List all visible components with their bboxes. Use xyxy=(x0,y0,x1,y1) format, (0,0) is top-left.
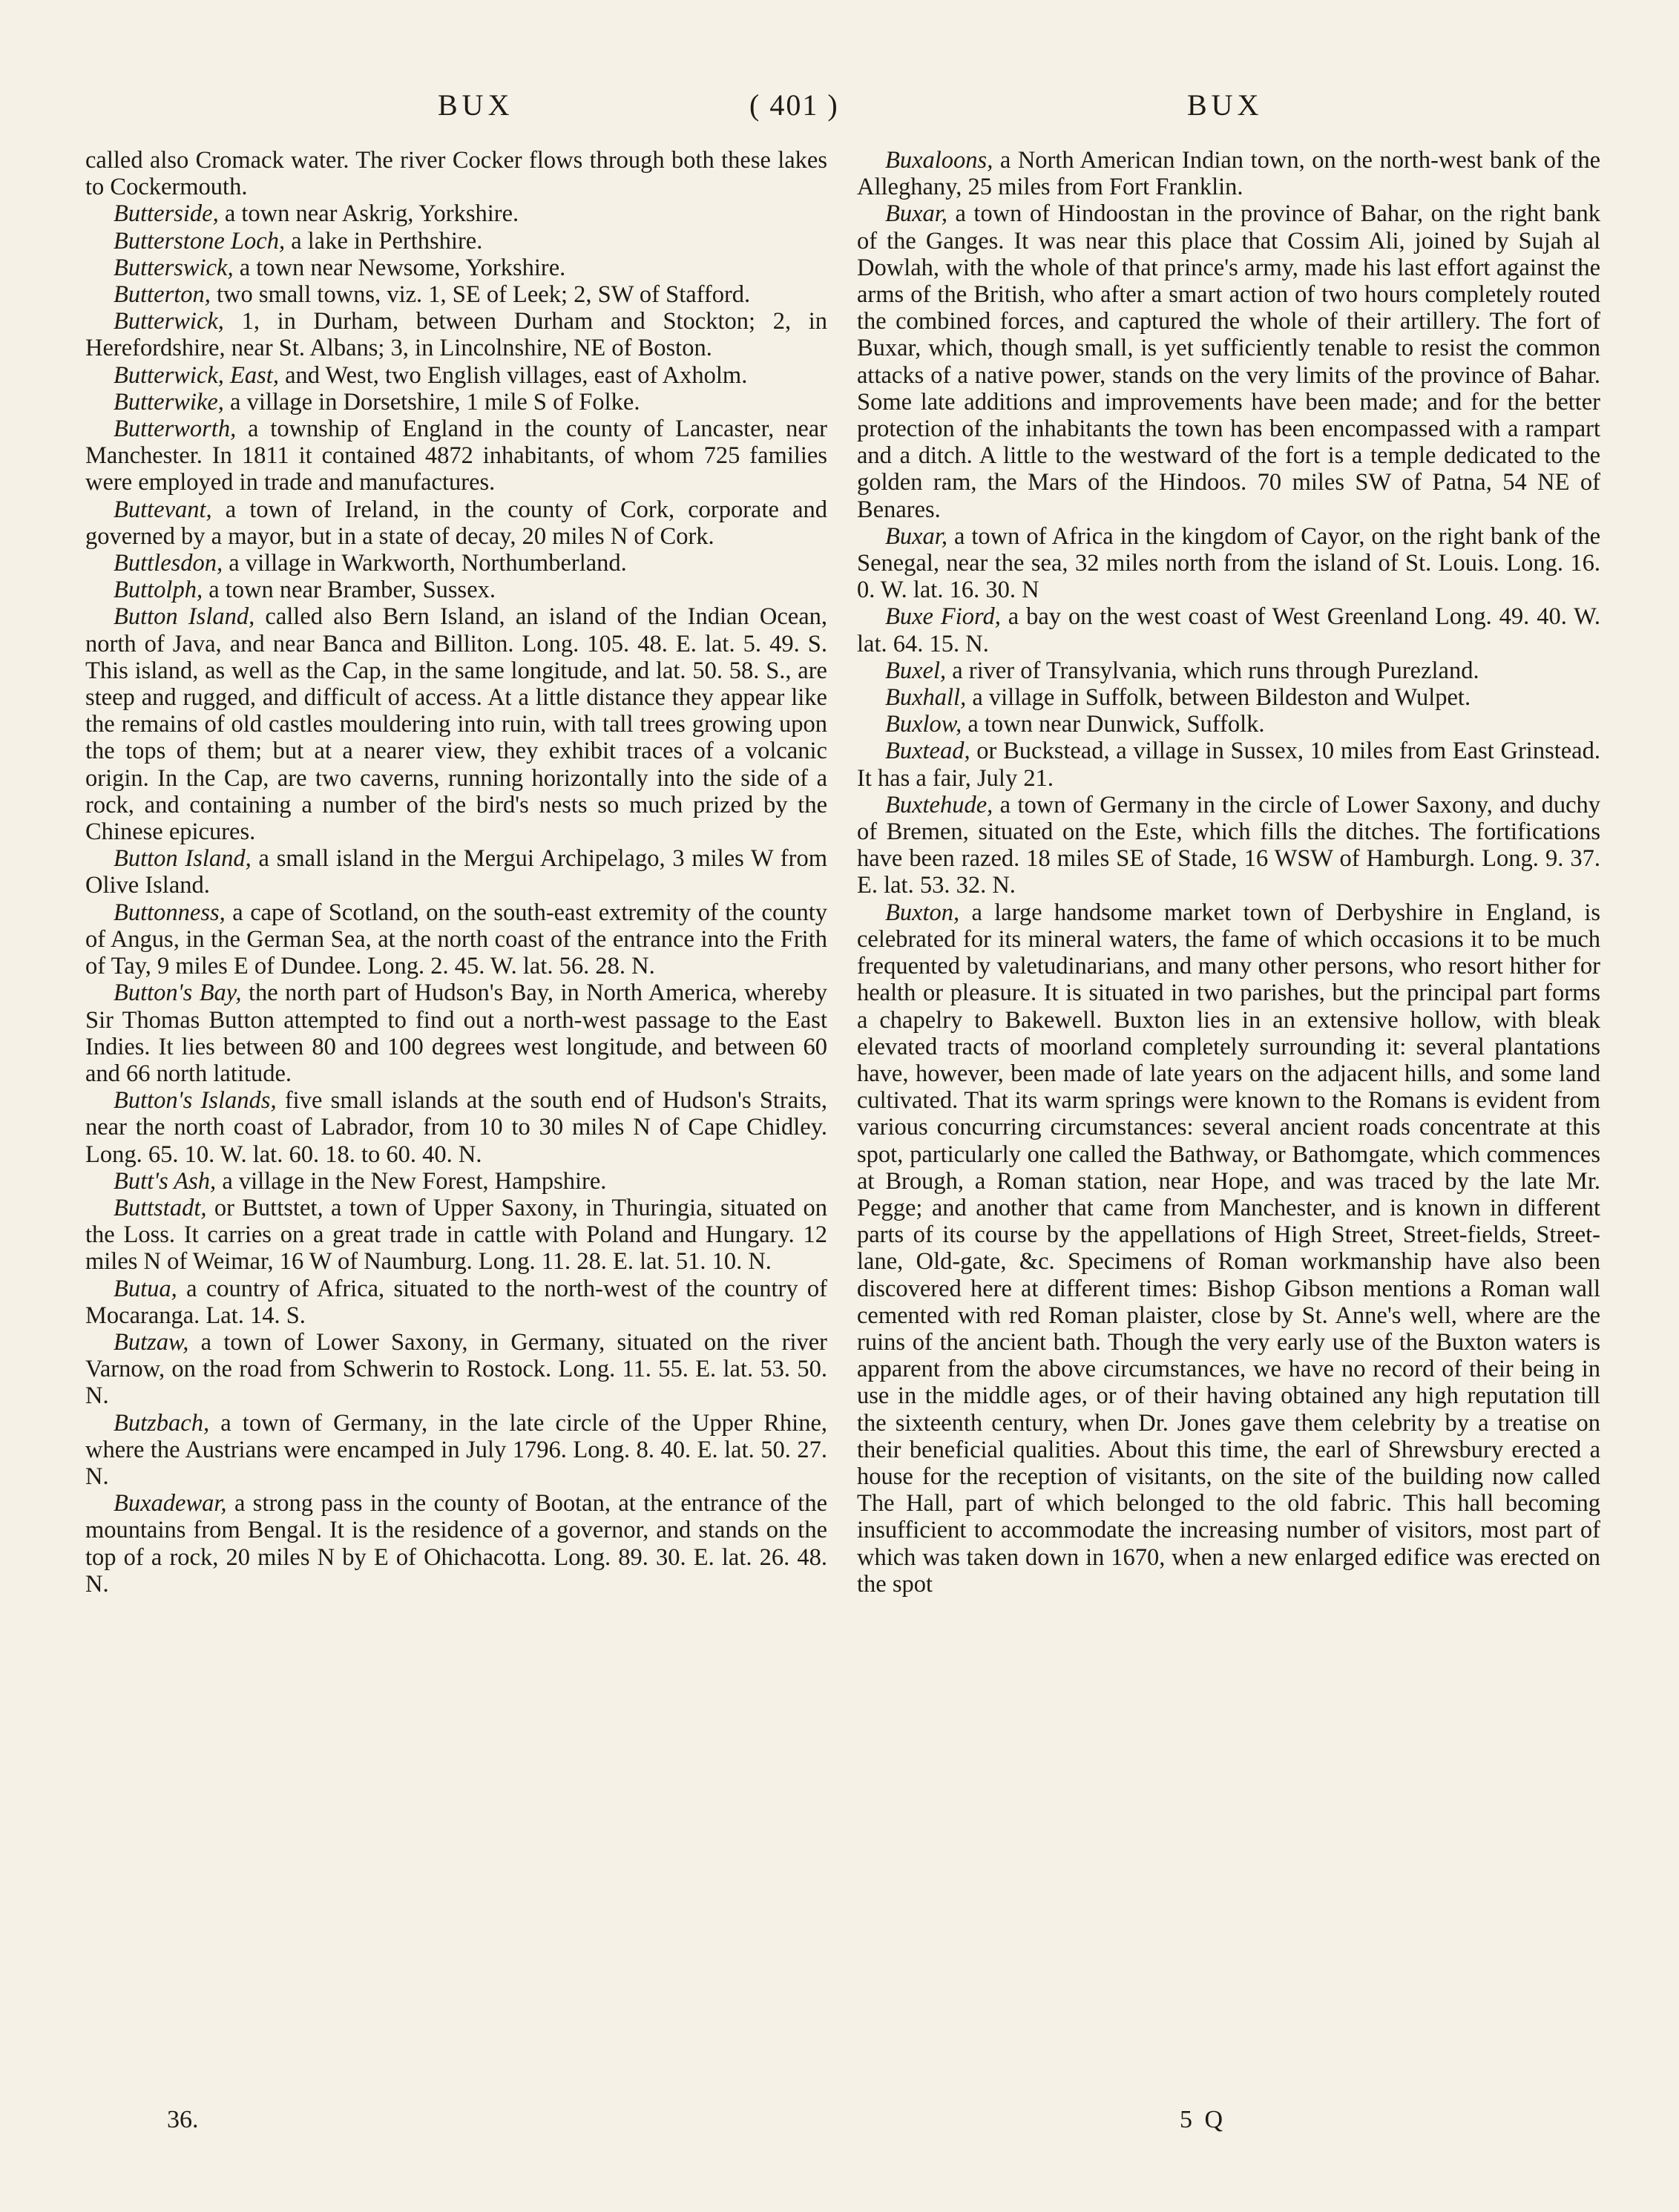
entry-headword: Buxton, xyxy=(885,899,960,926)
entry-text: and West, two English villages, east of Axholm. xyxy=(278,361,748,389)
entry-text: a village in Dorsetshire, 1 mile S of Folke. xyxy=(223,388,640,416)
entry-headword: Butterswick, xyxy=(114,254,234,281)
entry-text: a town near Newsome, Yorkshire. xyxy=(233,254,566,281)
entry-text: a town near Dunwick, Suffolk. xyxy=(962,711,1265,738)
entry-headword: Buttonness, xyxy=(114,899,226,926)
entry-headword: Butt's Ash, xyxy=(114,1167,217,1195)
entry-text: called also Cromack water. The river Cocker flows through both these lakes to Cockermouth. xyxy=(85,147,827,201)
entry-text: or Buckstead, a village in Sussex, 10 miles from East Grinstead. It has a fair, July 21. xyxy=(857,738,1600,792)
gazetteer-entry xyxy=(85,1087,827,1168)
entry-headword: Button Island, xyxy=(114,845,252,873)
entry-headword: Buxar, xyxy=(885,200,947,228)
entry-text: a town of Germany, in the late circle of the Upper Rhine, where the Austrians were encamped in July 1796. Long. 8. 40. E. lat. 50. 27. N. xyxy=(85,1409,827,1490)
gazetteer-entry xyxy=(85,1329,827,1410)
gazetteer-entry xyxy=(857,899,1600,1598)
entry-headword: Butterstone Loch, xyxy=(114,227,286,255)
gazetteer-entry xyxy=(85,147,827,200)
gazetteer-entry xyxy=(857,603,1600,657)
left-column xyxy=(85,147,827,1598)
entry-headword: Buttstadt, xyxy=(114,1194,207,1221)
gazetteer-entry xyxy=(857,711,1600,738)
gazetteer-entry xyxy=(857,147,1600,200)
running-head xyxy=(0,88,1679,132)
gazetteer-entry xyxy=(857,200,1600,522)
gazetteer-entry xyxy=(85,389,827,416)
entry-headword: Buxtehude, xyxy=(885,791,993,818)
entry-text: the north part of Hudson's Bay, in North America, whereby Sir Thomas Button attempted to find out a north-west passage to the East Indies. It lies between 80 and 100 degrees west longitude, and between 60 and 66 north latitude. xyxy=(85,979,827,1087)
gazetteer-entry xyxy=(85,308,827,361)
entry-text: a town of Germany in the circle of Lower Saxony, and duchy of Bremen, situated on the Este, which fills the ditches. The fortifications have been razed. 18 miles SE of Stade, 16 WSW of Hamburgh. Long. 9. 37. E. lat. 53. 32. N. xyxy=(857,791,1600,899)
entry-text: a river of Transylvania, which runs through Purezland. xyxy=(946,657,1479,684)
entry-headword: Buxadewar, xyxy=(114,1490,227,1517)
entry-text: called also Bern Island, an island of the Indian Ocean, north of Java, and near Banca and Billiton. Long. 105. 48. E. lat. 5. 49. S. This island, as well as the Cap, in the same longitude, and lat. 50. 58. S., are steep and rugged, and difficult of access. At a little distance they appear like the remains of old castles mouldering into ruin, with tall trees growing upon the tops of them; but at a nearer view, they exhibit traces of a volcanic origin. In the Cap, are two caverns, running horizontally into the side of a rock, and containing a number of the bird's nests so much prized by the Chinese epicures. xyxy=(85,603,827,846)
gazetteer-entry xyxy=(857,684,1600,711)
gazetteer-entry xyxy=(85,603,827,845)
entry-text: a town of Lower Saxony, in Germany, situated on the river Varnow, on the road from Schwerin to Rostock. Long. 11. 55. E. lat. 53. 50. N. xyxy=(85,1328,827,1410)
entry-headword: Buxar, xyxy=(885,522,947,550)
entry-text: two small towns, viz. 1, SE of Leek; 2, SW of Stafford. xyxy=(210,281,751,309)
entry-headword: Buttlesdon, xyxy=(114,550,223,577)
entry-headword: Butterton, xyxy=(114,281,211,309)
entry-text: a village in the New Forest, Hampshire. xyxy=(216,1167,607,1195)
entry-headword: Buxlow, xyxy=(885,711,962,738)
gazetteer-entry xyxy=(85,1168,827,1195)
entry-headword: Butzaw, xyxy=(114,1328,189,1356)
entry-headword: Buxe Fiord, xyxy=(885,603,1001,631)
entry-headword: Butua, xyxy=(114,1275,177,1302)
entry-headword: Butzbach, xyxy=(114,1409,210,1437)
gazetteer-entry xyxy=(85,1410,827,1491)
entry-headword: Buttolph, xyxy=(114,577,203,604)
entry-text: a lake in Perthshire. xyxy=(285,227,483,255)
entry-text: a town of Africa in the kingdom of Cayor, on the right bank of the Senegal, near the sea, 32 miles north from the island of St. Louis. Long. 16. 0. W. lat. 16. 30. N xyxy=(857,522,1600,604)
gazetteer-entry xyxy=(85,1276,827,1329)
gazetteer-entry xyxy=(85,416,827,496)
entry-text: a town of Ireland, in the county of Cork, corporate and governed by a mayor, but in a state of decay, 20 miles N of Cork. xyxy=(85,496,827,550)
entry-text: a village in Warkworth, Northumberland. xyxy=(223,550,627,577)
gazetteer-entry xyxy=(85,281,827,308)
gazetteer-entry xyxy=(85,362,827,389)
entry-headword: Butterside, xyxy=(114,200,219,228)
gazetteer-entry xyxy=(85,255,827,281)
entry-text: five small islands at the south end of Hudson's Straits, near the north coast of Labrador, from 10 to 30 miles N of Cape Chidley. Long. 65. 10. W. lat. 60. 18. to 60. 40. N. xyxy=(85,1087,827,1168)
entry-text: a bay on the west coast of West Greenland Long. 49. 40. W. lat. 64. 15. N. xyxy=(857,603,1600,657)
entry-headword: Butterwick, xyxy=(114,308,224,335)
entry-headword: Buxhall, xyxy=(885,684,967,712)
entry-text: a town near Askrig, Yorkshire. xyxy=(218,200,519,228)
gazetteer-entry xyxy=(85,1195,827,1276)
page-number: ( 401 ) xyxy=(749,88,839,122)
gazetteer-entry xyxy=(857,738,1600,791)
entry-text: a cape of Scotland, on the south-east extremity of the county of Angus, in the German Sea, at the north coast of the entrance into the Frith of Tay, 9 miles E of Dundee. Long. 2. 45. W. lat. 56. 28. N. xyxy=(85,899,827,980)
gazetteer-entry xyxy=(85,577,827,603)
gazetteer-entry xyxy=(85,1490,827,1598)
entry-headword: Button's Bay, xyxy=(114,979,242,1007)
sheet-mark: 5 Q xyxy=(1180,2106,1226,2133)
gazetteer-entry xyxy=(857,523,1600,604)
entry-text: a strong pass in the county of Bootan, at the entrance of the mountains from Bengal. It is the residence of a governor, and stands on the top of a rock, 20 miles N by E of Ohichacotta. Long. 89. 30. E. lat. 26. 48. N. xyxy=(85,1490,827,1598)
entry-text: a town of Hindoostan in the province of Bahar, on the right bank of the Ganges. It was near this place that Cossim Ali, joined by Sujah al Dowlah, with the whole of that prince's army, made his last effort against the arms of the British, who after a smart action of two hours completely routed the combined forces, and captured the whole of their artillery. The fort of Buxar, which, though small, is yet sufficiently tenable to resist the common attacks of a native power, stands on the very limits of the province of Bahar. Some late additions and improvements have been made; and for the better protection of the inhabitants the town has been encompassed with a rampart and a ditch. A little to the westward of the fort is a temple dedicated to the golden ram, the Mars of the Hindoos. 70 miles SW of Patna, 54 NE of Benares. xyxy=(857,200,1600,523)
signature-mark: 36. xyxy=(167,2106,199,2133)
running-head-left: BUX xyxy=(438,88,514,122)
entry-headword: Buxel, xyxy=(885,657,947,684)
entry-text: a township of England in the county of Lancaster, near Manchester. In 1811 it contained 4872 inhabitants, of whom 725 families were employed in trade and manufactures. xyxy=(85,416,827,496)
gazetteer-entry xyxy=(857,657,1600,684)
entry-headword: Button Island, xyxy=(114,603,255,631)
entry-headword: Buxaloons, xyxy=(885,147,993,174)
entry-text: a village in Suffolk, between Bildeston and Wulpet. xyxy=(966,684,1471,712)
gazetteer-entry xyxy=(85,200,827,227)
entry-text: a small island in the Mergui Archipelago, 3 miles W from Olive Island. xyxy=(85,845,827,899)
gazetteer-entry xyxy=(85,228,827,255)
entry-text: a large handsome market town of Derbyshire in England, is celebrated for its mineral waters, the fame of which occasions it to be much frequented by valetudinarians, and many other persons, who resort hither for health or pleasure. It is situated in two parishes, but the principal part forms a chapelry to Bakewell. Buxton lies in an extensive hollow, with bleak elevated tracts of moorland completely surrounding it: several plantations have, however, been made of late years on the adjacent hills, and some land cultivated. That its warm springs were known to the Romans is evident from various concurring circumstances: several ancient roads concentrate at this spot, particularly one called the Bathway, or Bathomgate, which commences at Brough, a Roman station, near Hope, and was traced by the late Mr. Pegge; and another that came from Manchester, and is known in different parts of its course by the appellations of High Street, Street-fields, Street-lane, Old-gate, &c. Specimens of Roman workmanship have also been discovered here at different times: Bishop Gibson mentions a Roman wall cemented with red Roman plaister, close by St. Anne's well, where are the ruins of the ancient bath. Though the very early use of the Buxton waters is apparent from the above circumstances, we have no record of their being in use in the middle ages, or of their having obtained any high reputation till the sixteenth century, when Dr. Jones gave them celebrity by a treatise on their beneficial qualities. About this time, the earl of Shrewsbury erected a house for the reception of visitants, on the site of the building now called The Hall, part of which belonged to the old fabric. This hall becoming insufficient to accommodate the increasing number of visitors, most part of which was taken down in 1670, when a new enlarged edifice was erected on the spot xyxy=(857,899,1600,1598)
entry-text: a North American Indian town, on the north-west bank of the Alleghany, 25 miles from Fort Franklin. xyxy=(857,147,1600,201)
entry-headword: Buttevant, xyxy=(114,496,212,523)
gazetteer-entry xyxy=(85,979,827,1087)
gazetteer-entry xyxy=(85,899,827,980)
right-column xyxy=(857,147,1600,1598)
entry-headword: Buxtead, xyxy=(885,738,970,765)
entry-text: or Buttstet, a town of Upper Saxony, in Thuringia, situated on the Loss. It carries on a great trade in cattle with Poland and Hungary. 12 miles N of Weimar, 16 W of Naumburg. Long. 11. 28. E. lat. 51. 10. N. xyxy=(85,1194,827,1276)
entry-headword: Butterworth, xyxy=(114,416,237,443)
gazetteer-entry xyxy=(857,792,1600,899)
entry-headword: Butterwick, East, xyxy=(114,361,279,389)
running-head-right: BUX xyxy=(1187,88,1264,122)
entry-headword: Butterwike, xyxy=(114,388,224,416)
entry-headword: Button's Islands, xyxy=(114,1087,277,1115)
gazetteer-entry xyxy=(85,496,827,550)
entry-text: a town near Bramber, Sussex. xyxy=(203,577,496,604)
entry-text: 1, in Durham, between Durham and Stockton; 2, in Herefordshire, near St. Albans; 3, in Lincolnshire, NE of Boston. xyxy=(85,308,827,362)
gazetteer-entry xyxy=(85,550,827,577)
entry-text: a country of Africa, situated to the north-west of the country of Mocaranga. Lat. 14. S. xyxy=(85,1275,827,1329)
gazetteer-entry xyxy=(85,845,827,899)
